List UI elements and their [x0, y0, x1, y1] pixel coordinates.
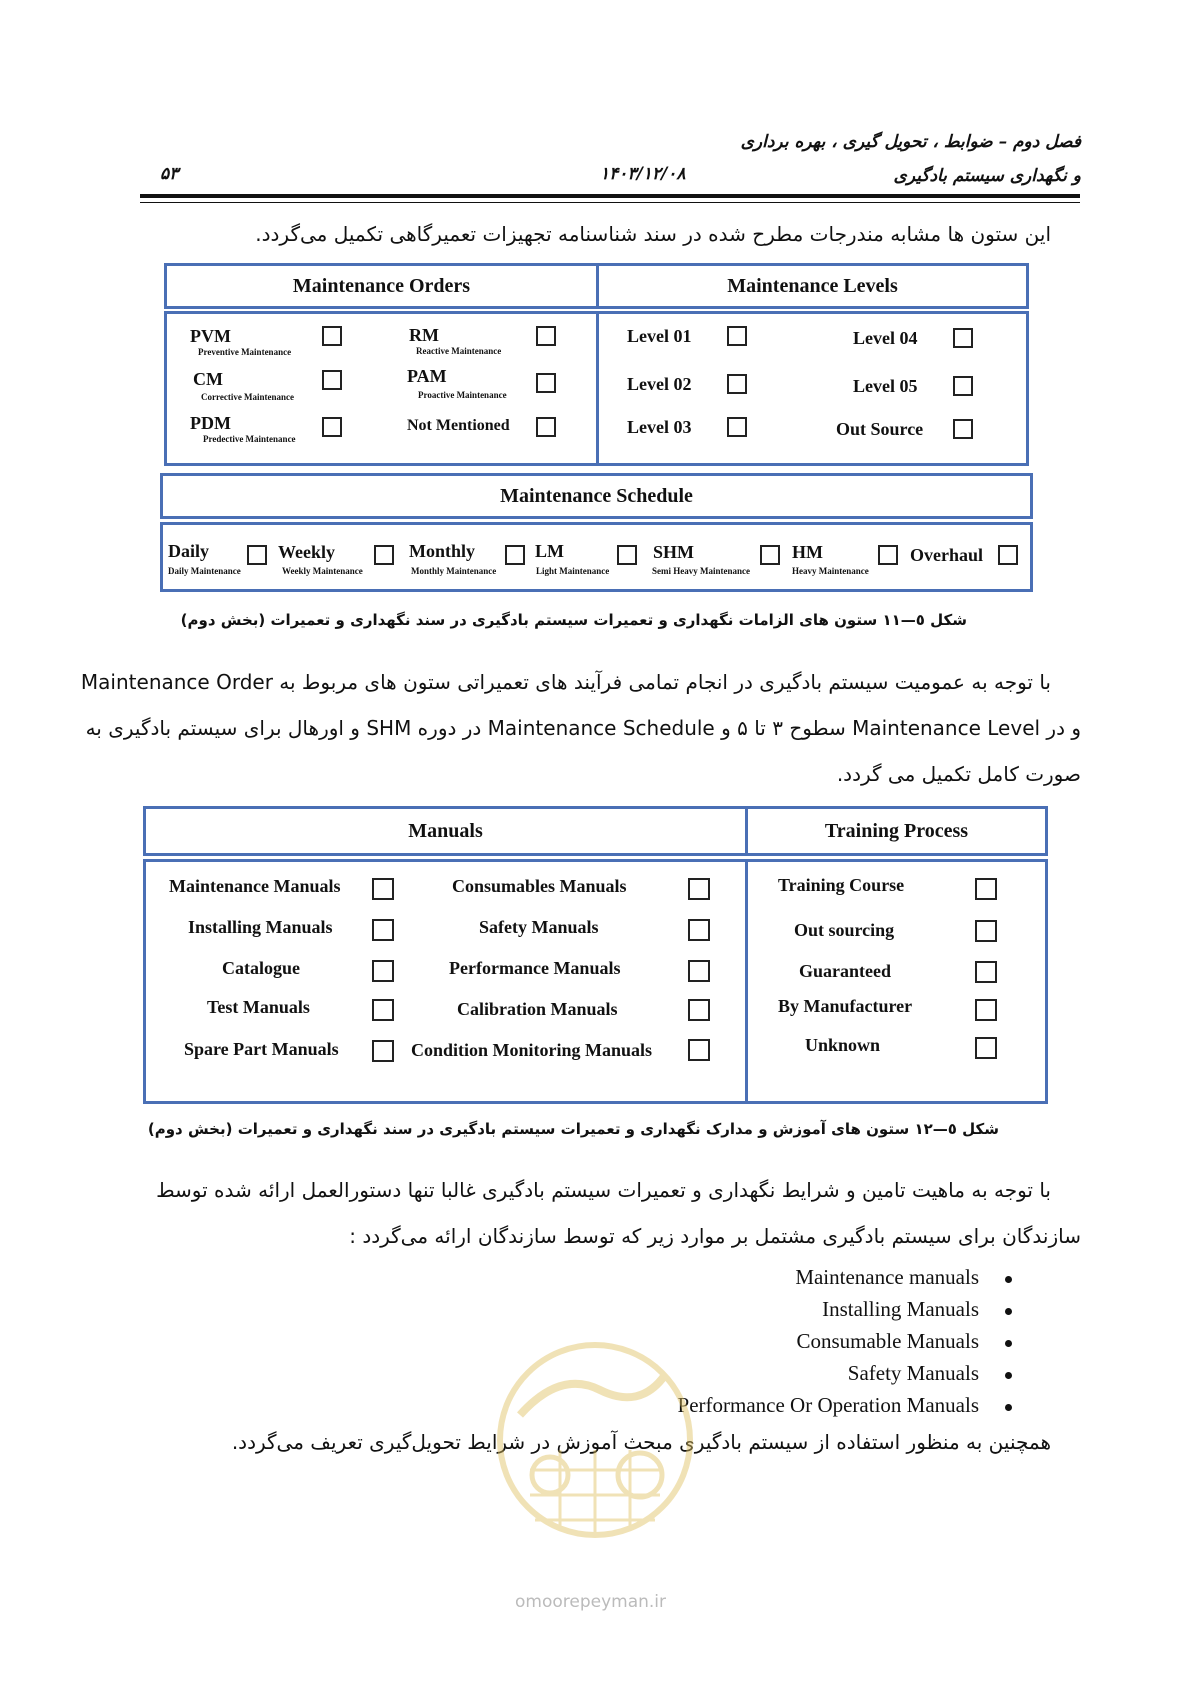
level-label: Level 04: [853, 328, 918, 348]
checkbox-performance-manuals[interactable]: [688, 960, 710, 982]
checkbox-maintenance-manuals[interactable]: [372, 878, 394, 900]
checkbox-level-03[interactable]: [727, 417, 747, 437]
checkbox-level-01[interactable]: [727, 326, 747, 346]
schedule-label: HM: [792, 542, 823, 562]
checkbox-installing-manuals[interactable]: [372, 919, 394, 941]
checkbox-weekly[interactable]: [374, 545, 394, 565]
checkbox-consumables-manuals[interactable]: [688, 878, 710, 900]
checkbox-calibration-manuals[interactable]: [688, 999, 710, 1021]
paragraph1-line3: صورت کامل تکمیل می گردد.: [836, 762, 1081, 786]
schedule-sub: Monthly Maintenance: [411, 566, 497, 576]
paragraph2-line1: با توجه به ماهیت تامین و شرایط نگهداری و تعمیرات سیستم بادگیری غالبا تنها دستورالعمل ارائه شده توسط: [156, 1178, 1051, 1202]
checkbox-by-manufacturer[interactable]: [975, 999, 997, 1021]
schedule-label: Daily: [168, 541, 210, 561]
checkbox-catalogue[interactable]: [372, 960, 394, 982]
bullet-icon: [1005, 1276, 1012, 1283]
manual-label: Performance Manuals: [449, 958, 621, 978]
manuals-title: Manuals: [408, 819, 483, 842]
manual-label: Safety Manuals: [479, 917, 599, 937]
order-label: CM: [193, 369, 223, 389]
schedule-sub: Daily Maintenance: [168, 566, 241, 576]
figure-caption-11: شکل ٥—١١ ستون های الزامات نگهداری و تعمیرات سیستم بادگیری در سند نگهداری و تعمیرات (بخش دوم): [180, 611, 967, 629]
checkbox-overhaul[interactable]: [998, 545, 1018, 565]
schedule-label: Overhaul: [910, 545, 984, 565]
manual-label: Test Manuals: [207, 997, 310, 1017]
bullet-icon: [1005, 1308, 1012, 1315]
manual-label: Spare Part Manuals: [184, 1039, 339, 1059]
checkbox-guaranteed[interactable]: [975, 961, 997, 983]
training-label: By Manufacturer: [778, 996, 913, 1016]
order-sub: Reactive Maintenance: [416, 346, 502, 356]
order-sub: Proactive Maintenance: [418, 390, 507, 400]
checkbox-pam[interactable]: [536, 373, 556, 393]
manual-label: Condition Monitoring Manuals: [411, 1040, 653, 1060]
orders-header: [164, 263, 599, 309]
chapter-title-line1: فصل دوم – ضوابط ، تحویل گیری ، بهره برداری: [740, 132, 1081, 152]
checkbox-level-05[interactable]: [953, 376, 973, 396]
checkbox-rm[interactable]: [536, 326, 556, 346]
checkbox-pvm[interactable]: [322, 326, 342, 346]
checkbox-out-sourcing[interactable]: [975, 920, 997, 942]
order-label: PAM: [407, 366, 447, 386]
manuals-header: [143, 806, 748, 856]
list-item: Maintenance manuals: [795, 1265, 979, 1289]
watermark-url: omoorepeyman.ir: [515, 1592, 667, 1612]
checkbox-spare-part-manuals[interactable]: [372, 1040, 394, 1062]
manual-label: Calibration Manuals: [457, 999, 618, 1019]
header-rule-thick: [140, 194, 1080, 198]
level-label: Level 03: [627, 417, 692, 437]
order-sub: Predective Maintenance: [203, 434, 296, 444]
levels-title: Maintenance Levels: [727, 274, 898, 297]
checkbox-level-02[interactable]: [727, 374, 747, 394]
training-label: Guaranteed: [799, 961, 891, 981]
checkbox-training-course[interactable]: [975, 878, 997, 900]
list-item: Installing Manuals: [822, 1297, 979, 1321]
manual-label: Maintenance Manuals: [169, 876, 341, 896]
training-title: Training Process: [824, 819, 969, 842]
list-item: Performance Or Operation Manuals: [677, 1393, 979, 1417]
level-label: Out Source: [836, 419, 924, 439]
schedule-label: Weekly: [278, 542, 335, 562]
header-date: ۱۴۰۳/۱۲/۰۸: [600, 164, 686, 184]
level-label: Level 02: [627, 374, 692, 394]
training-label: Out sourcing: [794, 920, 895, 940]
figure-caption-12: شکل ٥—١٢ ستون های آموزش و مدارک نگهداری و تعمیرات سیستم بادگیری در سند نگهداری و تعمیرات (بخش دوم): [147, 1120, 999, 1138]
training-label: Training Course: [778, 875, 905, 895]
manual-label: Catalogue: [222, 958, 300, 978]
schedule-header: [160, 473, 1033, 519]
bullet-icon: [1005, 1372, 1012, 1379]
intro-text: این ستون ها مشابه مندرجات مطرح شده در سند شناسنامه تجهیزات تعمیرگاهی تکمیل می‌گردد.: [255, 222, 1051, 246]
manual-label: Installing Manuals: [188, 917, 333, 937]
checkbox-out-source[interactable]: [953, 419, 973, 439]
checkbox-lm[interactable]: [617, 545, 637, 565]
checkbox-pdm[interactable]: [322, 417, 342, 437]
order-label: Not Mentioned: [407, 417, 510, 434]
checkbox-hm[interactable]: [878, 545, 898, 565]
manual-label: Consumables Manuals: [452, 876, 627, 896]
closing-text: همچنین به منظور استفاده از سیستم بادگیری مبحث آموزش در شرایط تحویل‌گیری تعریف می‌گردد.: [231, 1430, 1051, 1454]
training-label: Unknown: [805, 1035, 881, 1055]
bullet-icon: [1005, 1340, 1012, 1347]
header-rule-thin: [140, 202, 1080, 203]
schedule-sub: Light Maintenance: [536, 566, 610, 576]
order-sub: Corrective Maintenance: [201, 392, 295, 402]
order-label: PVM: [190, 326, 231, 346]
page-number: ۵۳: [160, 164, 179, 184]
checkbox-monthly[interactable]: [505, 545, 525, 565]
checkbox-condition-monitoring-manuals[interactable]: [688, 1039, 710, 1061]
checkbox-level-04[interactable]: [953, 328, 973, 348]
list-item: Consumable Manuals: [796, 1329, 979, 1353]
checkbox-shm[interactable]: [760, 545, 780, 565]
checkbox-test-manuals[interactable]: [372, 999, 394, 1021]
schedule-sub: Heavy Maintenance: [792, 566, 869, 576]
schedule-label: LM: [535, 541, 564, 561]
schedule-title: Maintenance Schedule: [500, 484, 693, 507]
checkbox-daily[interactable]: [247, 545, 267, 565]
checkbox-cm[interactable]: [322, 370, 342, 390]
orders-title: Maintenance Orders: [292, 274, 471, 297]
training-header: [745, 806, 1048, 856]
order-sub: Preventive Maintenance: [198, 347, 292, 357]
schedule-sub: Weekly Maintenance: [282, 566, 363, 576]
level-label: Level 01: [627, 326, 692, 346]
checkbox-safety-manuals[interactable]: [688, 919, 710, 941]
checkbox-unknown[interactable]: [975, 1037, 997, 1059]
levels-header: [596, 263, 1029, 309]
schedule-sub: Semi Heavy Maintenance: [652, 566, 750, 576]
list-item: Safety Manuals: [847, 1361, 979, 1385]
bullet-icon: [1005, 1404, 1012, 1411]
paragraph1-line2: و در Maintenance Level سطوح ۳ تا ۵ و Maintenance Schedule در دوره SHM و اورهال برای سیستم بادگیری به: [85, 716, 1081, 740]
checkbox-not-mentioned[interactable]: [536, 417, 556, 437]
schedule-label: SHM: [653, 542, 695, 562]
paragraph2-line2: سازندگان برای سیستم بادگیری مشتمل بر موارد زیر که توسط سازندگان ارائه می‌گردد :: [349, 1224, 1081, 1248]
watermark-logo-icon: [490, 1330, 700, 1560]
order-label: RM: [409, 325, 439, 345]
chapter-title-line2: و نگهداری سیستم بادگیری: [893, 166, 1081, 186]
level-label: Level 05: [853, 376, 918, 396]
paragraph1-line1: با توجه به عمومیت سیستم بادگیری در انجام تمامی فرآیند های تعمیراتی ستون های مربوط به Maintenance Order: [80, 670, 1051, 694]
order-label: PDM: [190, 413, 231, 433]
schedule-label: Monthly: [409, 541, 476, 561]
